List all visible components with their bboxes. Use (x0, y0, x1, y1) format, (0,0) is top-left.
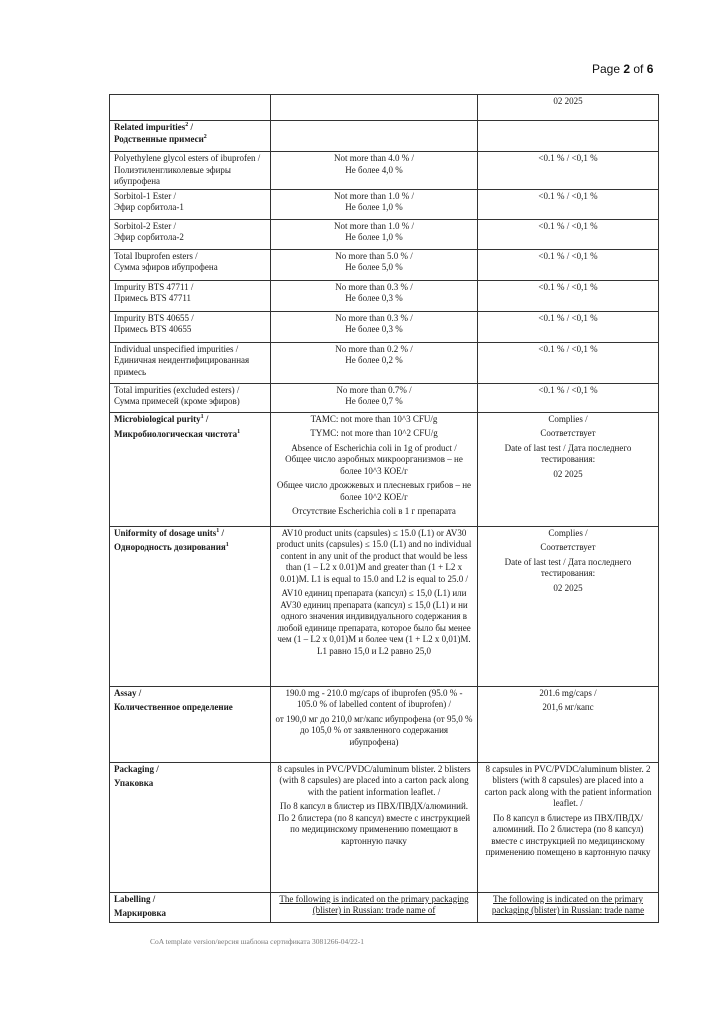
result-cell: <0.1 % / <0,1 % (478, 342, 659, 383)
test-name: Sorbitol-2 Ester / Эфир сорбитола-2 (110, 219, 271, 249)
requirement-cell: Not more than 4.0 % / Не более 4,0 % (271, 152, 478, 190)
requirement-cell: No more than 0.3 % / Не более 0,3 % (271, 311, 478, 342)
result-cell: <0.1 % / <0,1 % (478, 383, 659, 412)
result-cell: 201.6 mg/caps / 201,6 мг/капс (478, 686, 659, 762)
table-row (110, 95, 659, 121)
table-row (110, 152, 659, 190)
requirement-cell: 190.0 mg - 210.0 mg/caps of ibuprofen (95.0 % - 105.0 % of labelled content of ibuprofen) / от 190,0 мг до 210,0 мг/капс ибупрофена (от 95,0 % до 105,0 % от заявленного содержания ибупрофена) (271, 686, 478, 762)
requirement-cell: 8 capsules in PVC/PVDC/aluminum blister. 2 blisters (with 8 capsules) are placed into a carton pack along with the patient information leaflet. / По 8 капсул в блистер из ПВХ/ПВДХ/алюминий. По 2 блистера (по 8 капсул) вместе с инструкцией по медицинскому применению помещают в картонную пачку (271, 762, 478, 892)
table-row (110, 383, 659, 412)
result-cell: Complies / Соответствует Date of last test / Дата последнего тестирования: 02 2025 (478, 412, 659, 526)
requirement-cell: No more than 0.2 % / Не более 0,2 % (271, 342, 478, 383)
result-cell: <0.1 % / <0,1 % (478, 311, 659, 342)
test-name: Microbiological purity$^1$ / Микробиологическая чистота$^1$ (110, 412, 271, 526)
result-cell: The following is indicated on the primary packaging (blister) in Russian: trade name (478, 892, 659, 922)
table-row (110, 189, 659, 219)
test-name: Sorbitol-1 Ester / Эфир сорбитола-1 (110, 189, 271, 219)
uniformity-row (110, 526, 659, 686)
assay-row (110, 686, 659, 762)
requirement-cell: TAMC: not more than 10^3 CFU/g TYMC: not more than 10^2 CFU/g Absence of Escherichia coli in 1g of product / Общее число аэробных микроорганизмов – не более 10^3 КОЕ/г Общее число дрожжевых и плесневых грибов – не более 10^2 КОЕ/г Отсутствие Escherichia coli в 1 г препарата (271, 412, 478, 526)
result-cell: <0.1 % / <0,1 % (478, 189, 659, 219)
packaging-row (110, 762, 659, 892)
requirement-cell: No more than 0.3 % / Не более 0,3 % (271, 280, 478, 311)
test-name: Polyethylene glycol esters of ibuprofen / Полиэтиленгликолевые эфиры ибупрофена (110, 152, 271, 190)
result-cell: <0.1 % / <0,1 % (478, 152, 659, 190)
test-name: Impurity BTS 47711 / Примесь BTS 47711 (110, 280, 271, 311)
result-cell: Complies / Соответствует Date of last test / Дата последнего тестирования: 02 2025 (478, 526, 659, 686)
table-row (110, 249, 659, 280)
section-heading: Related impurities$^2$ / Родственные примеси$^2$ (110, 121, 271, 152)
test-name: Impurity BTS 40655 / Примесь BTS 40655 (110, 311, 271, 342)
labelling-row (110, 892, 659, 922)
related-impurities-heading-row (110, 121, 659, 152)
requirement-cell: No more than 5.0 % / Не более 5,0 % (271, 249, 478, 280)
page-number: Page 2 of 6 (592, 62, 654, 76)
test-name: Individual unspecified impurities / Единичная неидентифицированная примесь (110, 342, 271, 383)
table-row (110, 311, 659, 342)
result-cell: <0.1 % / <0,1 % (478, 280, 659, 311)
result-cell: 8 capsules in PVC/PVDC/aluminum blister. 2 blisters (with 8 capsules) are placed into a carton pack along with the patient information leaflet. / По 8 капсул в блистере из ПВХ/ПВДХ/алюминий. По 2 блистера (по 8 капсул) вместе с инструкцией по медицинскому применению помещено в картонную пачку (478, 762, 659, 892)
table-row (110, 342, 659, 383)
requirement-cell: Not more than 1.0 % / Не более 1,0 % (271, 219, 478, 249)
requirement-cell: AV10 product units (capsules) ≤ 15.0 (L1) or AV30 product units (capsules) ≤ 15.0 (L1) and no individual content in any unit of the product that would be less than (1 – L2 x 0.01)M and greater than (1 + L2 x 0.01)M. L1 is equal to 15.0 and L2 is equal to 25.0 / AV10 единиц препарата (капсул) ≤ 15,0 (L1) или AV30 единиц препарата (капсул) ≤ 15,0 (L1) и ни одного значения индивидуального содержания в любой единице препарата, которое было бы менее чем (1 – L2 x 0,01)M и более чем (1 + L2 x 0,01)M. L1 равно 15,0 и L2 равно 25,0 (271, 526, 478, 686)
result-cell: 02 2025 (478, 95, 659, 121)
table-row (110, 280, 659, 311)
requirement-cell: No more than 0.7% / Не более 0,7 % (271, 383, 478, 412)
requirement-cell: The following is indicated on the primary packaging (blister) in Russian: trade name of (271, 892, 478, 922)
spec-table (109, 94, 659, 923)
microbiological-purity-row (110, 412, 659, 526)
result-cell: <0.1 % / <0,1 % (478, 249, 659, 280)
test-name: Total impurities (excluded esters) / Сумма примесей (кроме эфиров) (110, 383, 271, 412)
test-name: Packaging / Упаковка (110, 762, 271, 892)
requirement-cell: Not more than 1.0 % / Не более 1,0 % (271, 189, 478, 219)
test-name: Assay / Количественное определение (110, 686, 271, 762)
template-version-footer: CoA template version/версия шаблона сертификата 3081266-04/22-1 (150, 937, 365, 946)
test-name: Labelling / Маркировка (110, 892, 271, 922)
test-name: Total Ibuprofen esters / Сумма эфиров ибупрофена (110, 249, 271, 280)
table-row (110, 219, 659, 249)
test-name: Uniformity of dosage units$^1$ / Однородность дозирования$^1$ (110, 526, 271, 686)
result-cell: <0.1 % / <0,1 % (478, 219, 659, 249)
